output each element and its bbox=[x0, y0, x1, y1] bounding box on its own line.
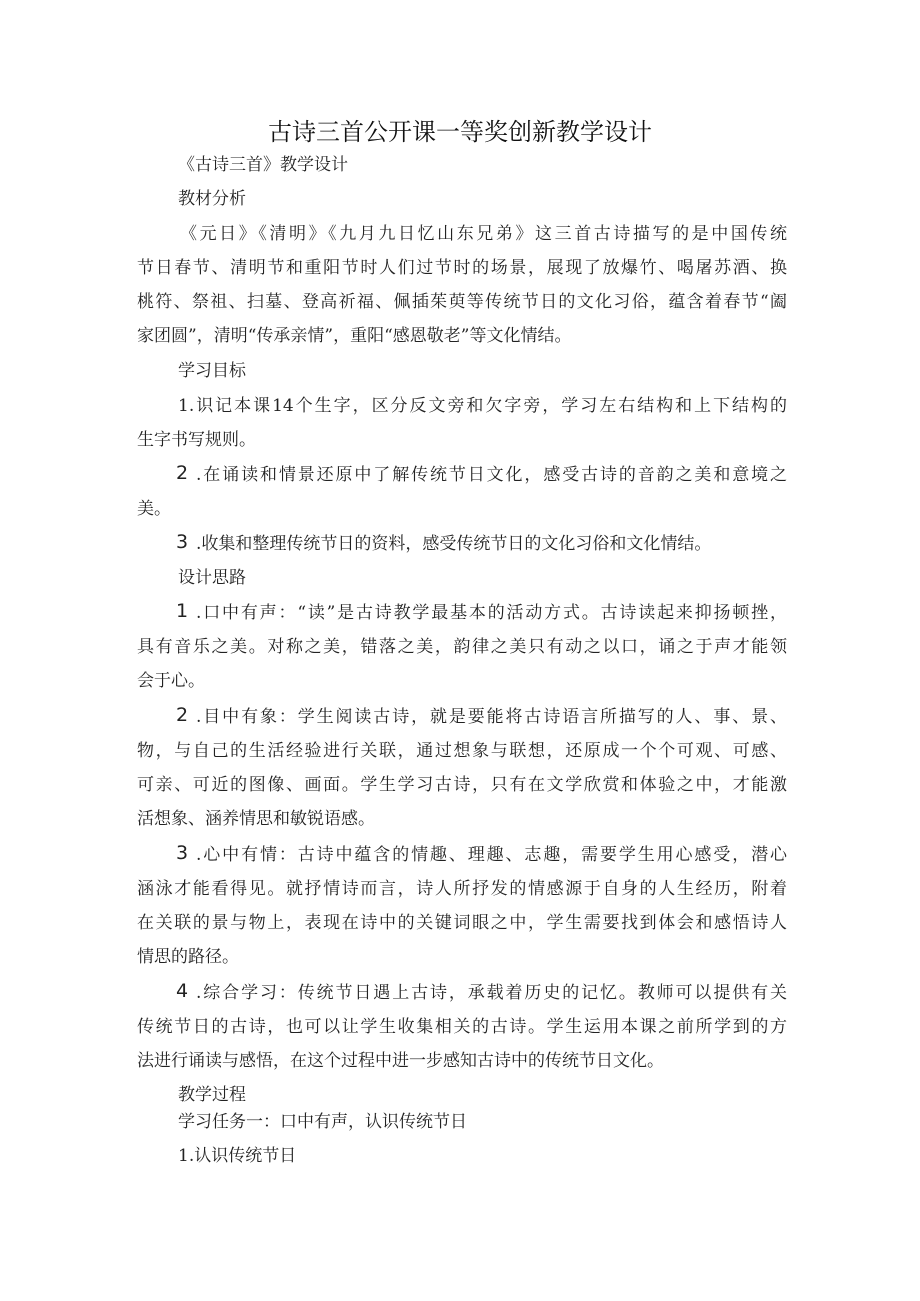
analysis-line: 节日春节、清明节和重阳节时人们过节时的场景，展现了放爆竹、喝屠苏酒、换 bbox=[137, 258, 787, 278]
idea-3-line: 涵泳才能看得见。就抒情诗而言，诗人所抒发的情感源于自身的人生经历，附着 bbox=[137, 879, 787, 899]
analysis-line: 《元日》《清明》《九月九日忆山东兄弟》这三首古诗描写的是中国传统 bbox=[180, 224, 787, 244]
goal-2-line: 美。 bbox=[137, 499, 171, 519]
idea-1-line: 具有音乐之美。对称之美，错落之美，韵律之美只有动之以口，诵之于声才能领 bbox=[137, 637, 787, 657]
idea-3-line: 在关联的景与物上，表现在诗中的关键词眼之中，学生需要找到体会和感悟诗人 bbox=[137, 913, 787, 933]
document-title: 古诗三首公开课一等奖创新教学设计 bbox=[268, 118, 652, 146]
goal-3-line: .收集和整理传统节日的资料，感受传统节日的文化习俗和文化情结。 bbox=[196, 534, 712, 554]
idea-2-line: 可亲、可近的图像、画面。学生学习古诗，只有在文学欣赏和体验之中，才能激 bbox=[137, 775, 787, 795]
heading-goals: 学习目标 bbox=[178, 361, 246, 381]
goal-1-line: 1.识记本课14个生字，区分反文旁和欠字旁，学习左右结构和上下结构的 bbox=[178, 396, 787, 416]
idea-2-line: .目中有象：学生阅读古诗，就是要能将古诗语言所描写的人、事、景、 bbox=[196, 707, 787, 727]
task-1-item-1: 1.认识传统节日 bbox=[178, 1146, 297, 1166]
idea-3-line: .心中有情：古诗中蕴含的情趣、理趣、志趣，需要学生用心感受，潜心 bbox=[196, 845, 787, 865]
idea-4-line: 法进行诵读与感悟，在这个过程中进一步感知古诗中的传统节日文化。 bbox=[137, 1051, 664, 1071]
heading-analysis: 教材分析 bbox=[178, 189, 246, 209]
goal-1-line: 生字书写规则。 bbox=[137, 430, 256, 450]
goal-3-number: 3 bbox=[176, 531, 189, 553]
heading-process: 教学过程 bbox=[178, 1085, 246, 1105]
idea-1-number: 1 bbox=[176, 600, 189, 622]
idea-1-line: 会于心。 bbox=[137, 671, 205, 691]
idea-2-line: 物，与自己的生活经验进行关联，通过想象与联想，还原成一个个可观、可感、 bbox=[137, 741, 787, 761]
idea-3-line: 情思的路径。 bbox=[137, 947, 239, 967]
heading-design: 设计思路 bbox=[178, 568, 246, 588]
goal-2-number: 2 bbox=[176, 462, 189, 484]
idea-4-line: .综合学习：传统节日遇上古诗，承载着历史的记忆。教师可以提供有关 bbox=[196, 983, 787, 1003]
goal-2-line: .在诵读和情景还原中了解传统节日文化，感受古诗的音韵之美和意境之 bbox=[196, 465, 787, 485]
subtitle: 《古诗三首》教学设计 bbox=[178, 155, 348, 175]
idea-2-number: 2 bbox=[176, 704, 189, 726]
idea-2-line: 活想象、涵养情思和敏锐语感。 bbox=[137, 809, 375, 829]
analysis-line: 家团圆”，清明“传承亲情”，重阳“感恩敬老”等文化情结。 bbox=[137, 326, 572, 346]
idea-1-line: .口中有声：“读”是古诗教学最基本的活动方式。古诗读起来抑扬顿挫， bbox=[196, 603, 787, 623]
analysis-line: 桃符、祭祖、扫墓、登高祈福、佩插茱萸等传统节日的文化习俗，蕴含着春节“阖 bbox=[137, 292, 787, 312]
idea-3-number: 3 bbox=[176, 842, 189, 864]
idea-4-number: 4 bbox=[176, 980, 189, 1002]
task-1-heading: 学习任务一：口中有声，认识传统节日 bbox=[178, 1112, 467, 1132]
idea-4-line: 传统节日的古诗，也可以让学生收集相关的古诗。学生运用本课之前所学到的方 bbox=[137, 1017, 787, 1037]
